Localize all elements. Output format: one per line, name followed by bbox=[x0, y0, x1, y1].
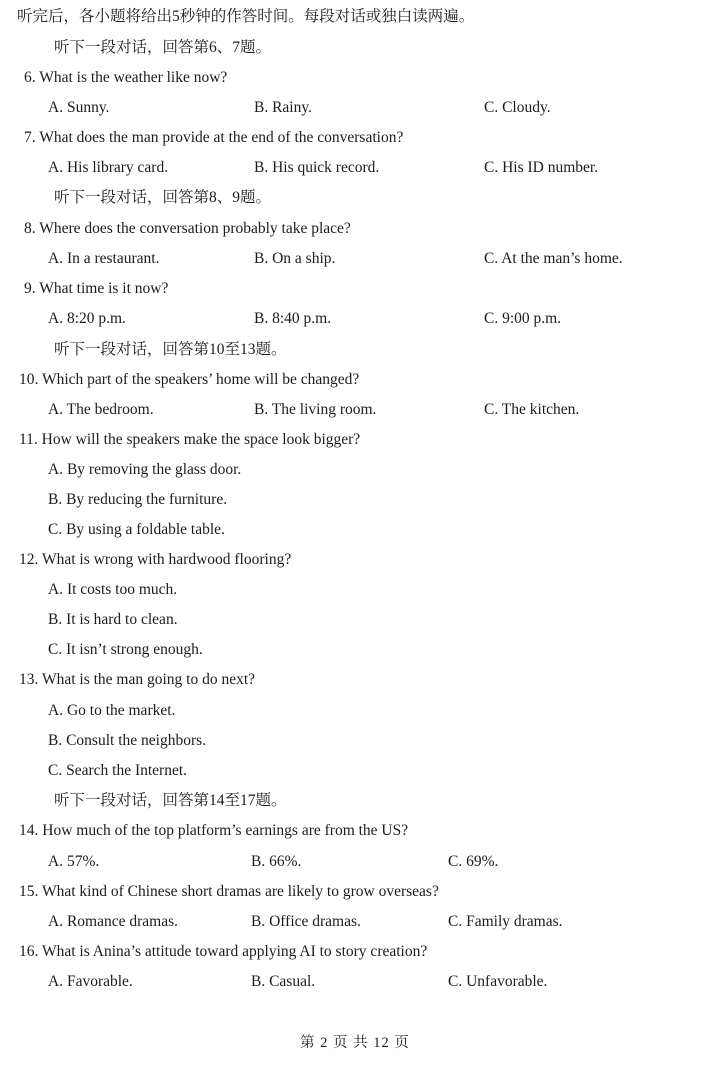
question-stem: 15. What kind of Chinese short dramas are likely to grow overseas? bbox=[19, 883, 439, 900]
option-row bbox=[0, 606, 710, 634]
option-a: A. By removing the glass door. bbox=[48, 461, 242, 478]
option-row bbox=[0, 516, 710, 544]
option-a: A. The bedroom. bbox=[48, 401, 154, 418]
option-row bbox=[0, 697, 710, 725]
option-row bbox=[0, 727, 710, 755]
options-row bbox=[0, 305, 710, 333]
question-stem: 13. What is the man going to do next? bbox=[19, 671, 256, 688]
question-stem: 11. How will the speakers make the space look bigger? bbox=[19, 431, 361, 448]
option-b: B. Consult the neighbors. bbox=[48, 732, 207, 749]
option-row bbox=[0, 636, 710, 664]
option-c: C. At the man’s home. bbox=[484, 250, 623, 267]
option-a: A. Favorable. bbox=[48, 973, 133, 990]
option-b: B. Office dramas. bbox=[251, 913, 361, 930]
option-b: B. On a ship. bbox=[254, 250, 336, 267]
option-b: B. His quick record. bbox=[254, 159, 380, 176]
option-c: C. The kitchen. bbox=[484, 401, 580, 418]
option-b: B. Casual. bbox=[251, 973, 316, 990]
options-row bbox=[0, 848, 710, 876]
option-a: A. Sunny. bbox=[48, 99, 110, 116]
option-c: C. 9:00 p.m. bbox=[484, 310, 562, 327]
option-row bbox=[0, 456, 710, 484]
option-c: C. 69%. bbox=[448, 853, 499, 870]
option-c: C. Family dramas. bbox=[448, 913, 563, 930]
option-a: A. It costs too much. bbox=[48, 581, 178, 598]
section-instruction: 听下一段对话，回答第6、7题。 bbox=[54, 39, 272, 56]
options-row bbox=[0, 245, 710, 273]
option-b: B. 66%. bbox=[251, 853, 302, 870]
option-b: B. The living room. bbox=[254, 401, 377, 418]
question-stem: 8. Where does the conversation probably take place? bbox=[24, 220, 351, 237]
option-c: C. Unfavorable. bbox=[448, 973, 548, 990]
option-row bbox=[0, 757, 710, 785]
options-row bbox=[0, 396, 710, 424]
question-stem: 16. What is Anina’s attitude toward applying AI to story creation? bbox=[19, 943, 428, 960]
option-a: A. 57%. bbox=[48, 853, 100, 870]
option-a: A. Romance dramas. bbox=[48, 913, 178, 930]
option-a: A. Go to the market. bbox=[48, 702, 176, 719]
section-instruction: 听下一段对话，回答第10至13题。 bbox=[54, 341, 287, 358]
page-number-footer: 第 2 页 共 12 页 bbox=[300, 1035, 410, 1051]
section-instruction: 听下一段对话，回答第14至17题。 bbox=[54, 792, 287, 809]
option-c: C. His ID number. bbox=[484, 159, 599, 176]
intro-instruction: 听完后，各小题将给出5秒钟的作答时间。每段对话或独白读两遍。 bbox=[17, 8, 475, 25]
option-c: C. Search the Internet. bbox=[48, 762, 188, 779]
option-a: A. In a restaurant. bbox=[48, 250, 160, 267]
options-row bbox=[0, 154, 710, 182]
question-stem: 10. Which part of the speakers’ home will be changed? bbox=[19, 371, 360, 388]
option-row bbox=[0, 576, 710, 604]
options-row bbox=[0, 968, 710, 996]
question-stem: 14. How much of the top platform’s earnings are from the US? bbox=[19, 822, 409, 839]
option-c: C. It isn’t strong enough. bbox=[48, 641, 203, 658]
question-stem: 9. What time is it now? bbox=[24, 280, 169, 297]
option-c: C. Cloudy. bbox=[484, 99, 551, 116]
option-b: B. Rainy. bbox=[254, 99, 312, 116]
question-stem: 6. What is the weather like now? bbox=[24, 69, 228, 86]
section-instruction: 听下一段对话，回答第8、9题。 bbox=[54, 189, 272, 206]
option-b: B. It is hard to clean. bbox=[48, 611, 178, 628]
option-c: C. By using a foldable table. bbox=[48, 521, 225, 538]
option-a: A. 8:20 p.m. bbox=[48, 310, 126, 327]
question-stem: 12. What is wrong with hardwood flooring? bbox=[19, 551, 292, 568]
options-row bbox=[0, 94, 710, 122]
option-row bbox=[0, 486, 710, 514]
option-b: B. By reducing the furniture. bbox=[48, 491, 228, 508]
option-b: B. 8:40 p.m. bbox=[254, 310, 332, 327]
option-a: A. His library card. bbox=[48, 159, 169, 176]
options-row bbox=[0, 908, 710, 936]
question-stem: 7. What does the man provide at the end of the conversation? bbox=[24, 129, 404, 146]
